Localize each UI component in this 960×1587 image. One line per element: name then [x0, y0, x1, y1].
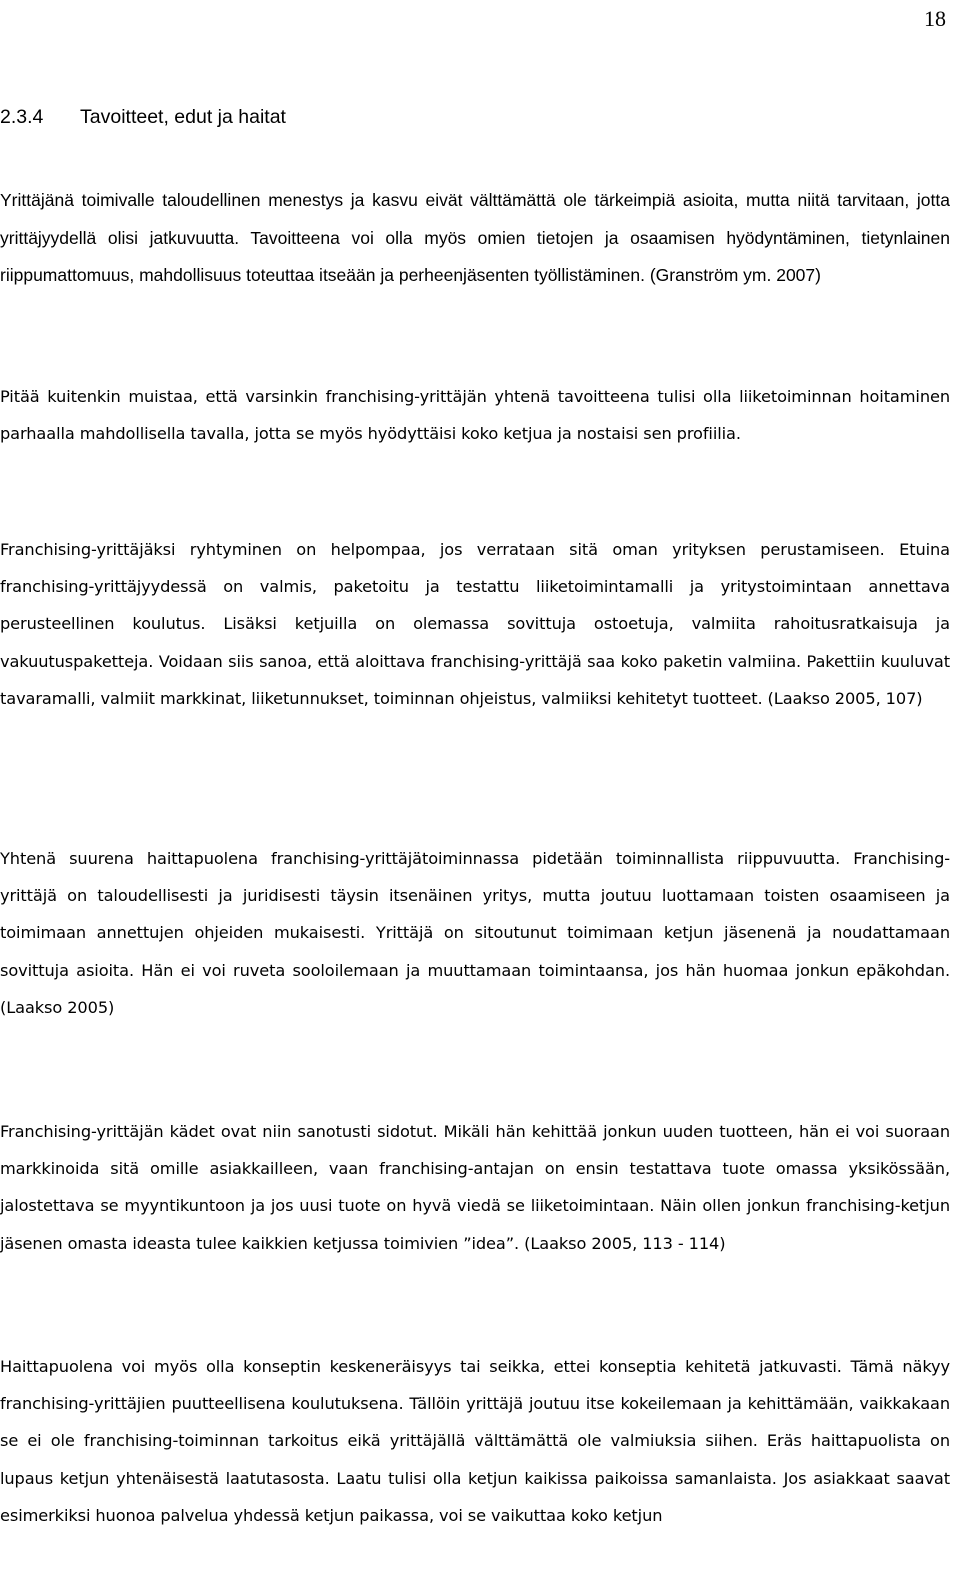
- paragraph-disadvantages: Haittapuolena voi myös olla konseptin keskeneräisyys tai seikka, ettei konseptia kehitetä jatkuvasti. Tämä näkyy franchising-yrittäjien puutteellisena koulutuksena. Tällöin yrittäjä joutuu itse kokeilemaan ja kehittämään, vaikkakaan se ei ole franchising-toiminnan tarkoitus eikä yrittäjällä välttämättä ole valmiuksia siihen. Eräs haittapuolista on lupaus ketjun yhtenäisestä laatutasosta. Laatu tulisi olla ketjun kaikissa paikoissa samanlaista. Jos asiakkaat saavat esimerkiksi huonoa palvelua yhdessä ketjun paikassa, voi se vaikuttaa koko ketjun: [0, 1357, 950, 1525]
- paragraph-advantages: Franchising-yrittäjäksi ryhtyminen on helpompaa, jos verrataan sitä oman yrityksen perustamiseen. Etuina franchising-yrittäjyydessä on valmis, paketoitu ja testattu liiketoimintamalli ja yritystoimintaan annettava perusteellinen koulutus. Lisäksi ketjuilla on olemassa sovittuja ostoetuja, valmiita rahoitusratkaisuja ja vakuutuspaketteja. Voidaan siis sanoa, että aloittava franchising-yrittäjä saa koko paketin valmiina. Pakettiin kuuluvat tavaramalli, valmiit markkinat, liiketunnukset, toiminnan ohjeistus, valmiiksi kehitetyt tuotteet. (Laakso 2005, 107): [0, 540, 950, 708]
- paragraph-tied-hands: Franchising-yrittäjän kädet ovat niin sanotusti sidotut. Mikäli hän kehittää jonkun uuden tuotteen, hän ei voi suoraan markkinoida sitä omille asiakkailleen, vaan franchising-antajan on ensin testattava tuote omassa yksikössään, jalostettava se myyntikuntoon ja jos uusi tuote on hyvä viedä se liiketoimintaan. Näin ollen jonkun franchising-ketjun jäsenen omasta ideasta tulee kaikkien ketjussa toimivien ”idea”. (Laakso 2005, 113 - 114): [0, 1122, 950, 1253]
- paragraph-remember: Pitää kuitenkin muistaa, että varsinkin franchising-yrittäjän yhtenä tavoitteena tulisi olla liiketoiminnan hoitaminen parhaalla mahdollisella tavalla, jotta se myös hyödyttäisi koko ketjua ja nostaisi sen profiilia.: [0, 387, 950, 444]
- page-number: 18: [924, 6, 946, 31]
- section-number: 2.3.4: [0, 106, 44, 128]
- section-title: Tavoitteet, edut ja haitat: [80, 106, 286, 128]
- paragraph-goals: Yrittäjänä toimivalle taloudellinen menestys ja kasvu eivät välttämättä ole tärkeimpiä asioita, mutta niitä tarvitaan, jotta yrittäjyydellä olisi jatkuvuutta. Tavoitteena voi olla myös omien tietojen ja osaamisen hyödyntäminen, tietynlainen riippumattomuus, mahdollisuus toteuttaa itseään ja perheenjäsenten työllistäminen. (Granström ym. 2007): [0, 190, 950, 285]
- section-heading: [0, 106, 286, 129]
- paragraph-dependency: Yhtenä suurena haittapuolena franchising-yrittäjätoiminnassa pidetään toiminnallista riippuvuutta. Franchising-yrittäjä on taloudellisesti ja juridisesti täysin itsenäinen yritys, mutta joutuu luottamaan toisten osaamiseen ja toimimaan annettujen ohjeiden mukaisesti. Yrittäjä on sitoutunut toimimaan ketjun jäsenenä ja noudattamaan sovittuja asioita. Hän ei voi ruveta sooloilemaan ja muuttamaan toimintaansa, jos hän huomaa jonkun epäkohdan. (Laakso 2005): [0, 849, 950, 1017]
